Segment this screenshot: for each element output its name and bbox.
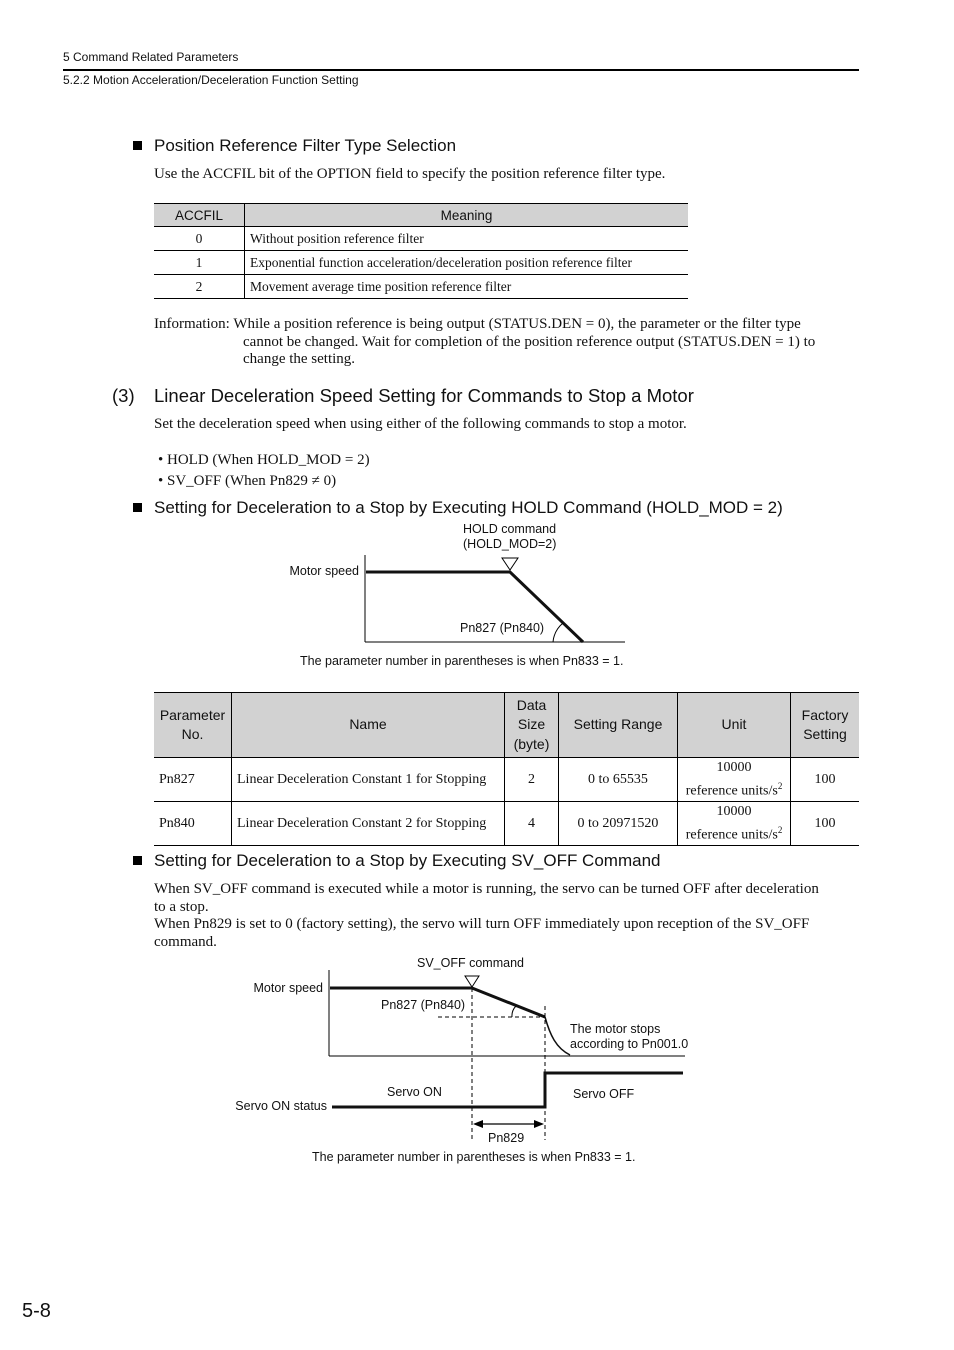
name-header: Name: [232, 693, 505, 758]
accfil-value: 2: [154, 275, 245, 299]
range-cell: 0 to 20971520: [559, 802, 678, 846]
factory-cell: 100: [791, 802, 860, 846]
unit-header: Unit: [678, 693, 791, 758]
unit-superscript: 2: [777, 781, 783, 792]
param-no-cell: Pn827: [154, 758, 232, 802]
header-line: Setting: [803, 726, 847, 742]
meaning-value: Exponential function acceleration/deceleration position reference filter: [245, 251, 689, 275]
arrow-left-icon: [473, 1120, 483, 1128]
svoff-para-2-line-2: command.: [154, 934, 217, 950]
header-line: (byte): [513, 735, 550, 752]
servo-status-label: Servo ON status: [235, 1099, 327, 1113]
header-line: No.: [181, 726, 204, 742]
param-no-cell: Pn840: [154, 802, 232, 846]
coast-stop-curve: [545, 1017, 570, 1055]
meaning-column-header: Meaning: [245, 204, 689, 227]
chapter-header: 5 Command Related Parameters: [63, 50, 239, 64]
param-label: Pn827 (Pn840): [460, 621, 545, 635]
info-text-1: While a position reference is being output (STATUS.DEN = 0), the parameter or the filter type: [233, 316, 801, 332]
accfil-value: 1: [154, 251, 245, 275]
hold-caption: The parameter number in parentheses is when Pn833 = 1.: [300, 654, 624, 668]
section-number: (3): [112, 385, 135, 406]
param-label: Pn827 (Pn840): [381, 998, 466, 1012]
delay-param-label: Pn829: [488, 1131, 525, 1145]
size-cell: 4: [505, 802, 559, 846]
accfil-value: 0: [154, 227, 245, 251]
unit-line-1: 10000: [716, 760, 752, 776]
name-cell: Linear Deceleration Constant 1 for Stopping: [232, 758, 505, 802]
info-line-2: cannot be changed. Wait for completion of the position reference output (STATUS.DEN = 1) to: [243, 334, 816, 350]
hold-command-label-2: (HOLD_MOD=2): [463, 537, 557, 551]
command-triangle-icon: [465, 976, 479, 987]
bullet-hold: • HOLD (When HOLD_MOD = 2): [158, 452, 370, 468]
header-line: Factory: [801, 706, 849, 723]
svoff-command-label: SV_OFF command: [417, 956, 524, 970]
hold-heading-text: Setting for Deceleration to a Stop by Executing HOLD Command (HOLD_MOD = 2): [154, 498, 783, 517]
unit-line-1: 10000: [716, 804, 752, 820]
filter-intro: Use the ACCFIL bit of the OPTION field to specify the position reference filter type.: [154, 166, 666, 182]
name-cell: Linear Deceleration Constant 2 for Stopping: [232, 802, 505, 846]
motor-speed-label: Motor speed: [253, 981, 323, 995]
meaning-value: Without position reference filter: [245, 227, 689, 251]
stop-note-1: The motor stops: [570, 1022, 661, 1036]
filter-heading-text: Position Reference Filter Type Selection: [154, 136, 457, 155]
info-line-3: change the setting.: [243, 351, 356, 367]
servo-off-label: Servo OFF: [573, 1087, 635, 1101]
svoff-caption: The parameter number in parentheses is when Pn833 = 1.: [312, 1150, 636, 1164]
header-line: Parameter: [159, 706, 226, 723]
section-header: 5.2.2 Motion Acceleration/Deceleration Function Setting: [63, 73, 359, 87]
unit-line-2: reference units/s: [685, 783, 778, 799]
svoff-para-1-line-2: to a stop.: [154, 899, 209, 915]
svoff-para-2-line-1: When Pn829 is set to 0 (factory setting), the servo will turn OFF immediately upon reception of the SV_OFF: [154, 916, 810, 932]
unit-line-2: reference units/s: [685, 827, 778, 843]
servo-on-label: Servo ON: [387, 1085, 442, 1099]
size-cell: 2: [505, 758, 559, 802]
header-line: Data: [516, 696, 547, 713]
svoff-para-1-line-1: When SV_OFF command is executed while a motor is running, the servo can be turned OFF after deceleration: [154, 881, 819, 897]
unit-superscript: 2: [777, 825, 783, 836]
section-title: Linear Deceleration Speed Setting for Commands to Stop a Motor: [154, 385, 694, 406]
page-number: 5-8: [22, 1300, 51, 1322]
stop-note-2: according to Pn001.0: [570, 1037, 689, 1051]
arrow-right-icon: [534, 1120, 544, 1128]
hold-command-label-1: HOLD command: [463, 522, 557, 536]
accfil-column-header: ACCFIL: [154, 204, 245, 227]
slope-arc: [512, 1006, 516, 1017]
factory-cell: 100: [791, 758, 860, 802]
info-label: Information:: [154, 316, 230, 332]
header-line: Size: [517, 716, 546, 733]
section-3-intro: Set the deceleration speed when using either of the following commands to stop a motor.: [154, 416, 687, 432]
setting-range-header: Setting Range: [559, 693, 678, 758]
bullet-svoff: • SV_OFF (When Pn829 ≠ 0): [158, 473, 337, 489]
motor-speed-label: Motor speed: [289, 564, 359, 578]
meaning-value: Movement average time position reference filter: [245, 275, 689, 299]
svoff-heading-text: Setting for Deceleration to a Stop by Executing SV_OFF Command: [154, 851, 661, 870]
range-cell: 0 to 65535: [559, 758, 678, 802]
